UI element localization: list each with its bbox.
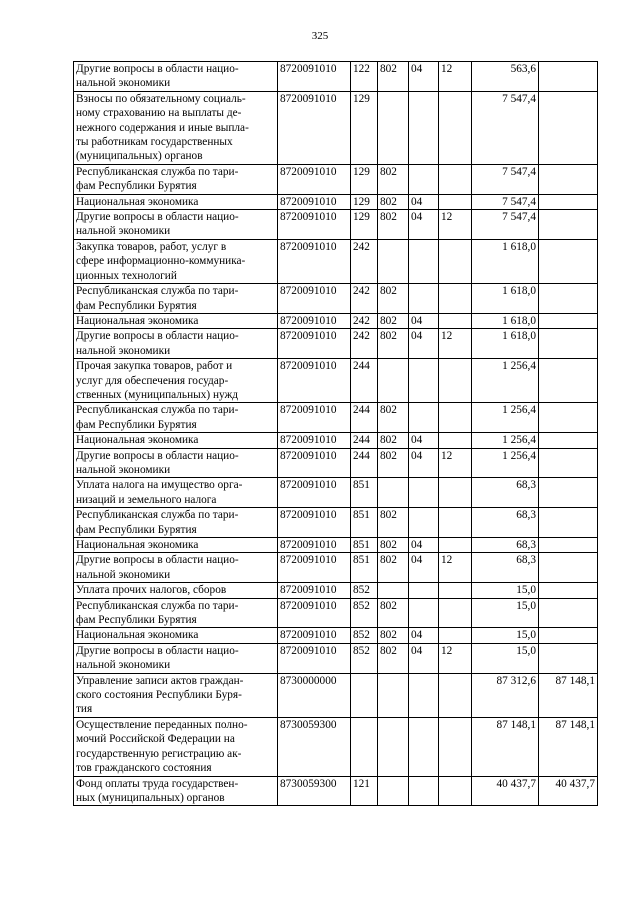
- cell-section: [409, 776, 439, 806]
- cell-amount-year-2: 87 148,1: [539, 673, 598, 717]
- table-row: [74, 329, 598, 359]
- table-row: [74, 239, 598, 283]
- cell-amount-year-2: [539, 313, 598, 328]
- cell-amount-year-2: [539, 359, 598, 403]
- cell-subsection: [439, 239, 472, 283]
- cell-amount-year-2: [539, 91, 598, 164]
- cell-subsection: [439, 717, 472, 776]
- cell-expense-type: 122: [351, 62, 378, 92]
- cell-section: [409, 359, 439, 403]
- cell-ministry-code: 802: [378, 194, 409, 209]
- cell-ministry-code: 802: [378, 329, 409, 359]
- cell-target-article: 8730059300: [278, 776, 351, 806]
- table-row: [74, 403, 598, 433]
- cell-target-article: 8720091010: [278, 164, 351, 194]
- budget-table: [73, 61, 598, 806]
- cell-ministry-code: 802: [378, 313, 409, 328]
- cell-amount-year-1: 40 437,7: [472, 776, 539, 806]
- cell-section: [409, 598, 439, 628]
- cell-subsection: [439, 673, 472, 717]
- cell-target-article: 8720091010: [278, 62, 351, 92]
- table-row: [74, 210, 598, 240]
- cell-section: 04: [409, 194, 439, 209]
- cell-ministry-code: 802: [378, 433, 409, 448]
- cell-name: Уплата налога на имущество орга- низаций и земельного налога: [74, 478, 278, 508]
- cell-ministry-code: 802: [378, 284, 409, 314]
- cell-name: Республиканская служба по тари- фам Республики Бурятия: [74, 164, 278, 194]
- cell-section: 04: [409, 553, 439, 583]
- cell-name: Национальная экономика: [74, 628, 278, 643]
- cell-expense-type: 242: [351, 313, 378, 328]
- cell-expense-type: 852: [351, 598, 378, 628]
- cell-amount-year-2: [539, 538, 598, 553]
- cell-name: Уплата прочих налогов, сборов: [74, 583, 278, 598]
- table-row: [74, 62, 598, 92]
- cell-ministry-code: [378, 91, 409, 164]
- cell-amount-year-2: [539, 194, 598, 209]
- cell-amount-year-1: 1 618,0: [472, 329, 539, 359]
- cell-amount-year-1: 87 312,6: [472, 673, 539, 717]
- table-row: [74, 538, 598, 553]
- cell-name: Другие вопросы в области нацио- нальной экономики: [74, 448, 278, 478]
- cell-expense-type: 242: [351, 239, 378, 283]
- cell-subsection: [439, 359, 472, 403]
- cell-subsection: [439, 776, 472, 806]
- cell-ministry-code: 802: [378, 628, 409, 643]
- cell-target-article: 8720091010: [278, 583, 351, 598]
- cell-amount-year-1: 68,3: [472, 538, 539, 553]
- cell-amount-year-2: [539, 643, 598, 673]
- cell-ministry-code: [378, 239, 409, 283]
- cell-amount-year-2: [539, 508, 598, 538]
- table-row: [74, 91, 598, 164]
- cell-subsection: [439, 164, 472, 194]
- cell-section: [409, 673, 439, 717]
- cell-expense-type: 129: [351, 194, 378, 209]
- cell-amount-year-1: 1 256,4: [472, 433, 539, 448]
- cell-amount-year-1: 87 148,1: [472, 717, 539, 776]
- table-row: [74, 673, 598, 717]
- cell-amount-year-2: [539, 628, 598, 643]
- cell-expense-type: 852: [351, 583, 378, 598]
- cell-section: 04: [409, 538, 439, 553]
- cell-target-article: 8720091010: [278, 538, 351, 553]
- cell-amount-year-2: [539, 433, 598, 448]
- cell-section: 04: [409, 210, 439, 240]
- cell-amount-year-1: 563,6: [472, 62, 539, 92]
- cell-expense-type: 244: [351, 448, 378, 478]
- table-row: [74, 643, 598, 673]
- cell-amount-year-1: 1 256,4: [472, 359, 539, 403]
- cell-ministry-code: [378, 717, 409, 776]
- cell-name: Другие вопросы в области нацио- нальной экономики: [74, 62, 278, 92]
- cell-ministry-code: 802: [378, 538, 409, 553]
- cell-amount-year-1: 1 618,0: [472, 284, 539, 314]
- table-row: [74, 717, 598, 776]
- table-row: [74, 359, 598, 403]
- table-row: [74, 313, 598, 328]
- cell-name: Республиканская служба по тари- фам Республики Бурятия: [74, 403, 278, 433]
- cell-subsection: [439, 508, 472, 538]
- cell-section: [409, 478, 439, 508]
- cell-section: [409, 164, 439, 194]
- cell-section: [409, 239, 439, 283]
- cell-amount-year-2: [539, 329, 598, 359]
- cell-subsection: 12: [439, 553, 472, 583]
- cell-name: Национальная экономика: [74, 194, 278, 209]
- table-row: [74, 598, 598, 628]
- cell-ministry-code: 802: [378, 508, 409, 538]
- cell-ministry-code: [378, 583, 409, 598]
- cell-ministry-code: 802: [378, 164, 409, 194]
- cell-section: [409, 403, 439, 433]
- cell-expense-type: [351, 717, 378, 776]
- cell-subsection: 12: [439, 62, 472, 92]
- cell-amount-year-1: 15,0: [472, 583, 539, 598]
- cell-target-article: 8720091010: [278, 553, 351, 583]
- cell-subsection: [439, 313, 472, 328]
- cell-ministry-code: [378, 776, 409, 806]
- cell-target-article: 8730059300: [278, 717, 351, 776]
- cell-subsection: 12: [439, 448, 472, 478]
- cell-expense-type: 242: [351, 284, 378, 314]
- cell-amount-year-1: 1 618,0: [472, 313, 539, 328]
- cell-name: Осуществление переданных полно- мочий Российской Федерации на государственную регистрацию ак- тов гражданского состояния: [74, 717, 278, 776]
- cell-expense-type: 244: [351, 403, 378, 433]
- cell-amount-year-1: 7 547,4: [472, 194, 539, 209]
- cell-section: 04: [409, 433, 439, 448]
- table-body: [74, 62, 598, 806]
- cell-ministry-code: [378, 478, 409, 508]
- cell-subsection: 12: [439, 329, 472, 359]
- table-row: [74, 433, 598, 448]
- cell-amount-year-1: 7 547,4: [472, 164, 539, 194]
- cell-expense-type: 851: [351, 553, 378, 583]
- cell-expense-type: 121: [351, 776, 378, 806]
- cell-expense-type: 244: [351, 359, 378, 403]
- cell-subsection: [439, 194, 472, 209]
- cell-name: Республиканская служба по тари- фам Республики Бурятия: [74, 284, 278, 314]
- cell-section: 04: [409, 628, 439, 643]
- cell-target-article: 8720091010: [278, 598, 351, 628]
- cell-ministry-code: 802: [378, 62, 409, 92]
- cell-target-article: 8720091010: [278, 91, 351, 164]
- cell-target-article: 8720091010: [278, 433, 351, 448]
- cell-section: 04: [409, 329, 439, 359]
- cell-ministry-code: [378, 359, 409, 403]
- cell-section: 04: [409, 313, 439, 328]
- cell-target-article: 8720091010: [278, 508, 351, 538]
- cell-subsection: [439, 598, 472, 628]
- cell-expense-type: 851: [351, 478, 378, 508]
- cell-subsection: [439, 538, 472, 553]
- cell-section: 04: [409, 643, 439, 673]
- cell-subsection: 12: [439, 210, 472, 240]
- cell-expense-type: 851: [351, 508, 378, 538]
- table-row: [74, 628, 598, 643]
- cell-amount-year-2: 40 437,7: [539, 776, 598, 806]
- table-row: [74, 194, 598, 209]
- cell-target-article: 8720091010: [278, 284, 351, 314]
- cell-amount-year-2: [539, 448, 598, 478]
- cell-amount-year-2: [539, 284, 598, 314]
- cell-amount-year-1: 68,3: [472, 508, 539, 538]
- cell-amount-year-1: 1 256,4: [472, 403, 539, 433]
- cell-target-article: 8720091010: [278, 194, 351, 209]
- cell-expense-type: 852: [351, 643, 378, 673]
- cell-target-article: 8720091010: [278, 359, 351, 403]
- cell-name: Закупка товаров, работ, услуг в сфере информационно-коммуника- ционных технологий: [74, 239, 278, 283]
- cell-ministry-code: 802: [378, 448, 409, 478]
- cell-amount-year-1: 15,0: [472, 598, 539, 628]
- cell-target-article: 8720091010: [278, 478, 351, 508]
- cell-section: [409, 508, 439, 538]
- page-number: 325: [311, 30, 329, 42]
- cell-amount-year-1: 7 547,4: [472, 91, 539, 164]
- table-row: [74, 508, 598, 538]
- cell-name: Республиканская служба по тари- фам Республики Бурятия: [74, 598, 278, 628]
- cell-amount-year-1: 7 547,4: [472, 210, 539, 240]
- cell-section: 04: [409, 62, 439, 92]
- cell-amount-year-2: [539, 598, 598, 628]
- cell-target-article: 8720091010: [278, 239, 351, 283]
- cell-ministry-code: 802: [378, 553, 409, 583]
- table-row: [74, 164, 598, 194]
- cell-expense-type: 852: [351, 628, 378, 643]
- cell-subsection: [439, 478, 472, 508]
- cell-name: Другие вопросы в области нацио- нальной экономики: [74, 643, 278, 673]
- table-row: [74, 478, 598, 508]
- cell-subsection: [439, 403, 472, 433]
- cell-name: Прочая закупка товаров, работ и услуг для обеспечения государ- ственных (муниципальных) нужд: [74, 359, 278, 403]
- cell-section: [409, 284, 439, 314]
- cell-subsection: 12: [439, 643, 472, 673]
- cell-expense-type: 244: [351, 433, 378, 448]
- table-row: [74, 284, 598, 314]
- table-row: [74, 553, 598, 583]
- cell-amount-year-2: [539, 583, 598, 598]
- cell-expense-type: 242: [351, 329, 378, 359]
- cell-name: Национальная экономика: [74, 313, 278, 328]
- cell-ministry-code: 802: [378, 210, 409, 240]
- cell-target-article: 8720091010: [278, 329, 351, 359]
- table-row: [74, 583, 598, 598]
- cell-name: Управление записи актов граждан- ского состояния Республики Буря- тия: [74, 673, 278, 717]
- table-row: [74, 776, 598, 806]
- cell-target-article: 8720091010: [278, 643, 351, 673]
- cell-ministry-code: 802: [378, 643, 409, 673]
- cell-ministry-code: [378, 673, 409, 717]
- cell-name: Другие вопросы в области нацио- нальной экономики: [74, 329, 278, 359]
- cell-section: [409, 583, 439, 598]
- cell-target-article: 8720091010: [278, 628, 351, 643]
- cell-amount-year-1: 68,3: [472, 478, 539, 508]
- cell-expense-type: 851: [351, 538, 378, 553]
- cell-amount-year-1: 1 256,4: [472, 448, 539, 478]
- cell-amount-year-2: [539, 403, 598, 433]
- cell-target-article: 8720091010: [278, 313, 351, 328]
- cell-name: Фонд оплаты труда государствен- ных (муниципальных) органов: [74, 776, 278, 806]
- cell-expense-type: 129: [351, 210, 378, 240]
- cell-amount-year-2: [539, 239, 598, 283]
- cell-amount-year-2: [539, 164, 598, 194]
- cell-name: Республиканская служба по тари- фам Республики Бурятия: [74, 508, 278, 538]
- cell-subsection: [439, 628, 472, 643]
- cell-name: Другие вопросы в области нацио- нальной экономики: [74, 553, 278, 583]
- cell-section: [409, 717, 439, 776]
- cell-amount-year-1: 15,0: [472, 643, 539, 673]
- cell-subsection: [439, 433, 472, 448]
- cell-section: [409, 91, 439, 164]
- cell-subsection: [439, 583, 472, 598]
- cell-amount-year-1: 15,0: [472, 628, 539, 643]
- cell-expense-type: [351, 673, 378, 717]
- cell-name: Национальная экономика: [74, 538, 278, 553]
- cell-name: Взносы по обязательному социаль- ному страхованию на выплаты де- нежного содержания и иные выпла- ты работникам государственных (муниципальных) органов: [74, 91, 278, 164]
- cell-ministry-code: 802: [378, 403, 409, 433]
- cell-target-article: 8720091010: [278, 403, 351, 433]
- table-row: [74, 448, 598, 478]
- cell-expense-type: 129: [351, 91, 378, 164]
- cell-target-article: 8720091010: [278, 210, 351, 240]
- cell-amount-year-2: [539, 478, 598, 508]
- cell-name: Национальная экономика: [74, 433, 278, 448]
- cell-expense-type: 129: [351, 164, 378, 194]
- cell-subsection: [439, 91, 472, 164]
- cell-name: Другие вопросы в области нацио- нальной экономики: [74, 210, 278, 240]
- cell-amount-year-2: [539, 210, 598, 240]
- cell-target-article: 8730000000: [278, 673, 351, 717]
- cell-amount-year-2: [539, 62, 598, 92]
- cell-subsection: [439, 284, 472, 314]
- cell-ministry-code: 802: [378, 598, 409, 628]
- cell-target-article: 8720091010: [278, 448, 351, 478]
- cell-amount-year-1: 1 618,0: [472, 239, 539, 283]
- cell-amount-year-2: [539, 553, 598, 583]
- cell-amount-year-1: 68,3: [472, 553, 539, 583]
- cell-amount-year-2: 87 148,1: [539, 717, 598, 776]
- cell-section: 04: [409, 448, 439, 478]
